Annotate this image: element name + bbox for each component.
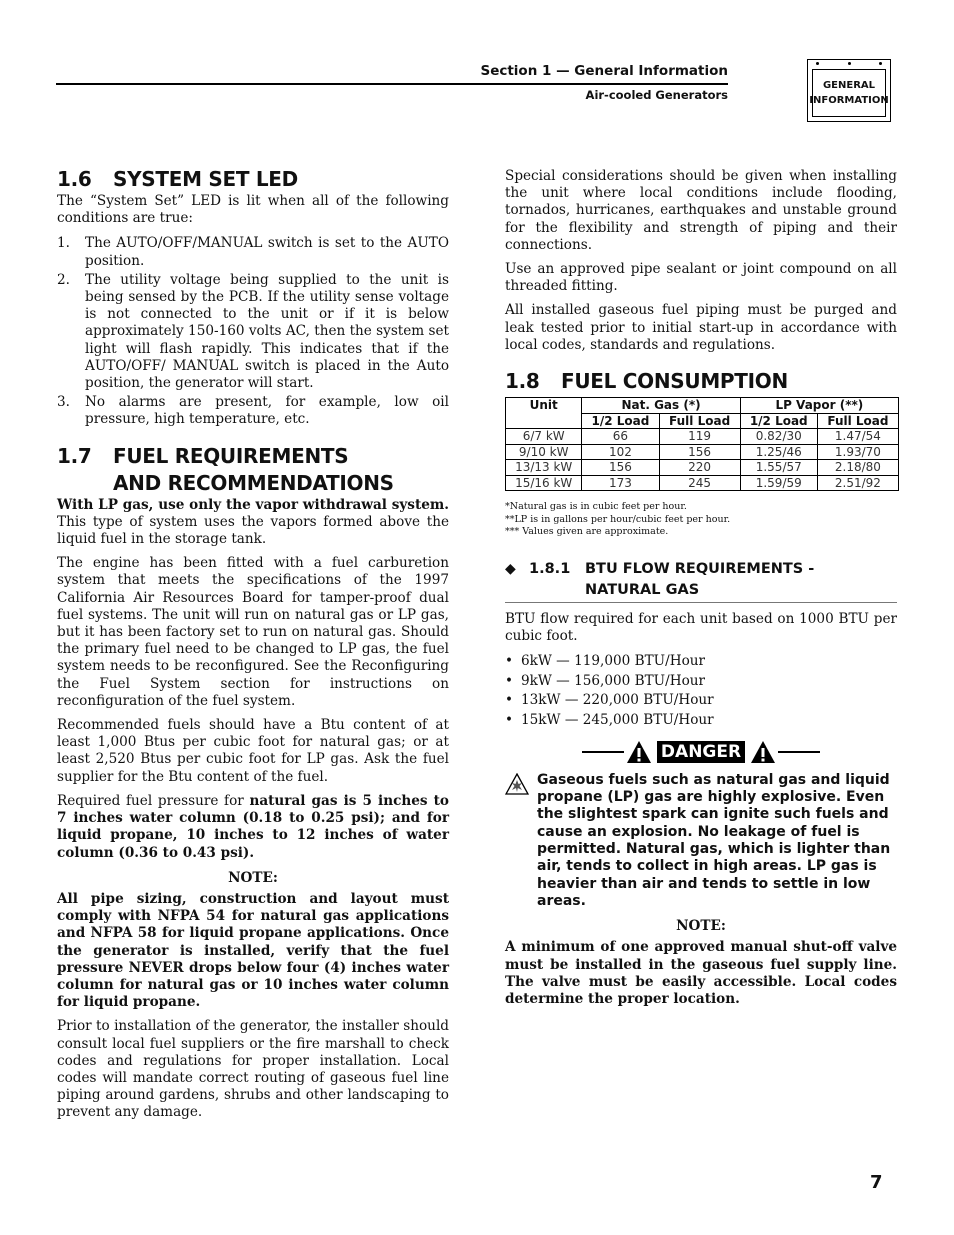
right-column xyxy=(505,168,897,1015)
header-half-load: 1/2 Load xyxy=(740,413,817,429)
section-title: SYSTEM SET LED xyxy=(113,167,298,191)
danger-rule-right xyxy=(778,751,820,753)
warning-triangle-icon xyxy=(750,740,776,764)
item-number: 3. xyxy=(57,394,70,411)
list-item xyxy=(505,711,897,731)
special-considerations-paragraph: Special considerations should be given when installing the unit where local conditions include flooding, tornados, hurricanes, earthquakes and unstable ground for the flexibility and strength of piping and their connections. xyxy=(505,168,897,253)
table-row xyxy=(506,475,899,491)
carburetion-paragraph: The engine has been fitted with a fuel carburetion system that meets the specifications of the 1997 California Air Resources Board for tamper-proof dual fuel systems. The unit will run on natural gas or LP gas, but it has been factory set to run on natural gas. Should the primary fuel need to be changed to LP gas, the fuel system needs to be reconfigured. See the Reconfiguring the Fuel System section for instructions on reconfiguration of the fuel system. xyxy=(57,555,449,709)
bullet-icon: • xyxy=(505,652,514,669)
table-cell: 2.18/80 xyxy=(817,460,898,476)
explosion-hazard-icon xyxy=(505,772,537,910)
lp-gas-warning: With LP gas, use only the vapor withdrawal system. xyxy=(57,496,449,513)
footnote-lp: **LP is in gallons per hour/cubic feet per hour. xyxy=(505,513,731,525)
table-cell: 1.93/70 xyxy=(817,444,898,460)
table-cell: 6/7 kW xyxy=(506,429,582,445)
table-row xyxy=(506,444,899,460)
subsection-number: 1.8.1 xyxy=(529,560,571,577)
conditions-list xyxy=(57,235,449,428)
item-text: No alarms are present, for example, low oil pressure, high temperature, etc. xyxy=(85,394,449,428)
danger-note-label: NOTE: xyxy=(676,918,726,935)
table-cell: 0.82/30 xyxy=(740,429,817,445)
footnote-approximate: *** Values given are approximate. xyxy=(505,526,669,538)
danger-label: DANGER xyxy=(657,741,745,763)
subsection-title xyxy=(585,559,814,601)
btu-content-paragraph: Recommended fuels should have a Btu content of at least 1,000 Btus per cubic foot for natural gas; or at least 2,520 Btus per cubic foot for LP gas. Ask the fuel supplier for the Btu content of the fuel. xyxy=(57,717,449,785)
item-number: 2. xyxy=(57,271,70,288)
table-cell: 220 xyxy=(659,460,740,476)
table-cell: 156 xyxy=(659,444,740,460)
purge-paragraph: All installed gaseous fuel piping must be purged and leak tested prior to initial start-up in accordance with local codes, standards and regulations. xyxy=(505,302,897,353)
left-column xyxy=(57,166,449,1129)
badge-dot xyxy=(879,62,882,65)
section-1-6-heading xyxy=(57,166,449,193)
section-1-7-heading xyxy=(57,443,449,497)
section-number: 1.8 xyxy=(505,369,540,394)
header-full-load: Full Load xyxy=(817,413,898,429)
fuel-pressure-values: natural gas is 5 inches to 7 inches water column (0.18 to 0.25 psi); and for liquid propane, 10 inches to 12 inches of water column (0.36 to 0.43 psi). xyxy=(57,792,449,861)
footnote-natural-gas: *Natural gas is in cubic feet per hour. xyxy=(505,501,687,513)
list-item-text: 15kW — 245,000 BTU/Hour xyxy=(521,712,714,729)
danger-banner xyxy=(505,740,897,764)
table-row xyxy=(506,429,899,445)
table-cell: 2.51/92 xyxy=(817,475,898,491)
header-rule xyxy=(56,83,728,85)
list-item xyxy=(57,272,449,392)
running-header-section: Section 1 — General Information xyxy=(480,63,728,79)
danger-note-text xyxy=(505,939,897,1008)
section-badge xyxy=(807,59,891,122)
lp-gas-paragraph xyxy=(57,497,449,549)
table-header-row xyxy=(506,398,899,414)
header-unit: Unit xyxy=(506,398,582,429)
danger-rule-left xyxy=(582,751,624,753)
subsection-title-line-2: NATURAL GAS xyxy=(585,581,700,598)
bullet-icon: • xyxy=(505,692,514,709)
badge-line-1: GENERAL xyxy=(822,80,876,91)
section-1-8-heading xyxy=(505,368,897,395)
note-text xyxy=(57,891,449,1011)
section-1-8-1-heading xyxy=(505,559,897,603)
fuel-pressure-paragraph xyxy=(57,793,449,862)
table-cell: 245 xyxy=(659,475,740,491)
table-cell: 66 xyxy=(582,429,659,445)
table-row xyxy=(506,460,899,476)
header-lp-vapor: LP Vapor (**) xyxy=(740,398,898,414)
badge-dot xyxy=(816,62,819,65)
section-title: FUEL CONSUMPTION xyxy=(561,369,788,394)
running-header-subtitle: Air-cooled Generators xyxy=(585,88,728,102)
list-item-text: 9kW — 156,000 BTU/Hour xyxy=(521,672,706,689)
list-item xyxy=(57,235,449,269)
table-cell: 173 xyxy=(582,475,659,491)
table-cell: 1.59/59 xyxy=(740,475,817,491)
note-label: NOTE: xyxy=(228,869,278,886)
table-cell: 9/10 kW xyxy=(506,444,582,460)
table-cell: 15/16 kW xyxy=(506,475,582,491)
section-title-line-2: AND RECOMMENDATIONS xyxy=(113,470,394,495)
list-item xyxy=(505,691,897,711)
header-full-load: Full Load xyxy=(659,413,740,429)
list-item-text: 6kW — 119,000 BTU/Hour xyxy=(521,652,706,669)
list-item xyxy=(505,672,897,692)
table-cell: 1.47/54 xyxy=(817,429,898,445)
item-text: The utility voltage being supplied to the unit is being sensed by the PCB. If the utility sense voltage is not connected to the unit or if it is below approximately 150-160 volts AC, then the system set light will flash rapidly. This indicates that if the AUTO/OFF/ MANUAL switch is placed in the Auto position, the generator will start. xyxy=(85,271,449,392)
header-half-load: 1/2 Load xyxy=(582,413,659,429)
danger-text: Gaseous fuels such as natural gas and liquid propane (LP) gas are highly explosive. Even the slightest spark can ignite such fuels and cause an explosion. No leakage of fuel is permitted. Natural gas, which is lighter than air, tends to collect in high areas. LP gas is heavier than air and tends to settle in low areas. xyxy=(537,771,891,909)
list-item-text: 13kW — 220,000 BTU/Hour xyxy=(521,692,714,709)
diamond-bullet-icon: ◆ xyxy=(505,560,516,577)
bullet-icon: • xyxy=(505,672,514,689)
btu-flow-intro: BTU flow required for each unit based on 1000 BTU per cubic foot. xyxy=(505,610,897,644)
header-nat-gas: Nat. Gas (*) xyxy=(582,398,740,414)
warning-triangle-icon xyxy=(626,740,652,764)
section-title-line-1: FUEL REQUIREMENTS xyxy=(113,443,349,468)
note-bold-text: All pipe sizing, construction and layout must comply with NFPA 54 for natural gas applications and NFPA 58 for liquid propane applications. Once the generator is installed, verify that the fuel pressure NEVER drops below four (4) inches water column for natural gas or 10 inches water column for liquid propane. xyxy=(57,890,449,1011)
section-number: 1.7 xyxy=(57,443,92,468)
btu-flow-list xyxy=(505,652,897,731)
danger-message xyxy=(505,772,897,910)
badge-dot xyxy=(848,62,851,65)
page-number: 7 xyxy=(870,1172,883,1193)
fuel-consumption-table xyxy=(505,397,899,491)
table-cell: 1.55/57 xyxy=(740,460,817,476)
table-cell: 119 xyxy=(659,429,740,445)
installer-paragraph: Prior to installation of the generator, the installer should consult local fuel suppliers or the fire marshall to check codes and regulations for proper installation. Local codes will mandate correct routing of gaseous fuel line piping around gardens, shrubs and other landscaping to prevent any damage. xyxy=(57,1018,449,1121)
table-cell: 1.25/46 xyxy=(740,444,817,460)
badge-line-2: INFORMATION xyxy=(809,95,889,106)
lp-gas-rest: This type of system uses the vapors formed above the liquid fuel in the storage tank. xyxy=(57,513,449,548)
table-cell: 13/13 kW xyxy=(506,460,582,476)
subsection-title-line-1: BTU FLOW REQUIREMENTS - xyxy=(585,560,815,577)
item-text: The AUTO/OFF/MANUAL switch is set to the AUTO position. xyxy=(85,235,449,269)
table-cell: 156 xyxy=(582,460,659,476)
section-number: 1.6 xyxy=(57,167,92,191)
section-1-6-intro: The “System Set” LED is lit when all of the following conditions are true: xyxy=(57,193,449,227)
pipe-sealant-paragraph: Use an approved pipe sealant or joint compound on all threaded fitting. xyxy=(505,261,897,295)
fuel-pressure-lead: Required fuel pressure for xyxy=(57,792,250,809)
item-number: 1. xyxy=(57,235,70,252)
shutoff-valve-text: A minimum of one approved manual shut-off valve must be installed in the gaseous fuel supply line. The valve must be easily accessible. Local codes determine the proper location. xyxy=(505,939,897,1007)
list-item xyxy=(505,652,897,672)
table-cell: 102 xyxy=(582,444,659,460)
list-item xyxy=(57,394,449,428)
bullet-icon: • xyxy=(505,712,514,729)
